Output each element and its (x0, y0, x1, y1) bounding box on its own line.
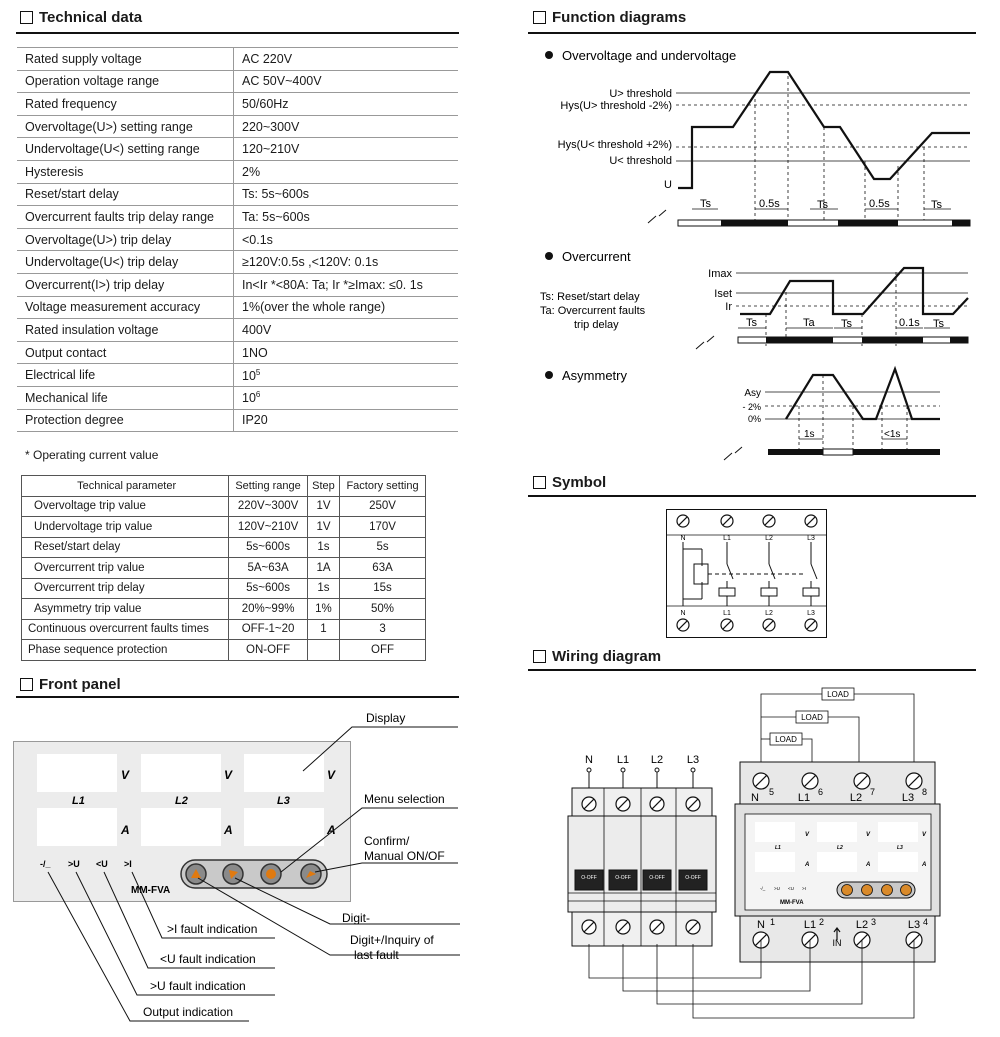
supply-node (655, 768, 659, 772)
breaker-handle-label: O-OFF (685, 875, 701, 881)
param-cell: ON-OFF (229, 640, 308, 661)
svg-text:V: V (922, 832, 927, 838)
tech-row (17, 93, 458, 116)
param-cell: Asymmetry trip value (22, 599, 229, 620)
tech-value-exponent: 6 (255, 390, 261, 400)
tech-value-text: AC 220V (242, 51, 293, 66)
svg-text:LOAD: LOAD (827, 690, 849, 699)
param-cell: Overcurrent trip delay (22, 578, 229, 599)
tech-value (234, 183, 459, 206)
breaker-handle-label: O-OFF (581, 875, 597, 881)
tech-value (234, 251, 459, 274)
symbol-terminal-label: L2 (765, 610, 773, 617)
param-cell: Undervoltage trip value (22, 517, 229, 538)
ovuv-ts: Ts (817, 199, 828, 211)
front-panel-drawing (0, 700, 470, 1037)
tech-value (234, 341, 459, 364)
legend-ta: Ta: Overcurrent faults (540, 305, 646, 317)
menu-button[interactable] (261, 864, 281, 884)
checkbox-icon (20, 11, 33, 24)
param-cell: 170V (340, 517, 426, 538)
svg-text:A: A (922, 862, 927, 868)
unit-v: V (121, 768, 130, 782)
tech-value (234, 273, 459, 296)
oc-ta: Ta (803, 317, 815, 329)
divider (528, 669, 976, 671)
callout-digit-plus: Digit+/Inquiry of (350, 933, 434, 947)
unit-a: A (224, 823, 233, 837)
bullet-icon (545, 371, 553, 379)
param-cell: Overcurrent trip value (22, 558, 229, 579)
tech-value (234, 160, 459, 183)
svg-text:>I: >I (802, 886, 806, 891)
param-cell: 250V (340, 496, 426, 517)
display-v-l3 (244, 754, 324, 792)
label-u-over: U> threshold (609, 88, 672, 100)
param-cell: 3 (340, 619, 426, 640)
param-cell: 5s (340, 537, 426, 558)
param-cell: 1 (307, 619, 339, 640)
technical-data-table (17, 47, 458, 432)
phase-label: L2 (175, 795, 188, 807)
svg-text:>U: >U (774, 886, 780, 891)
tech-row (17, 115, 458, 138)
callout-u-over-fault: >U fault indication (150, 979, 246, 993)
display-a-l2 (141, 808, 221, 846)
supply-label: L1 (616, 754, 630, 766)
meter-terminal-number: 7 (870, 787, 876, 797)
technical-data-heading: Technical data (20, 9, 142, 26)
param-header: Technical parameter (22, 476, 229, 497)
tech-row (17, 183, 458, 206)
oc-thresholds (736, 273, 968, 306)
meter-terminal-number: 6 (818, 787, 824, 797)
tech-param: Rated frequency (17, 93, 234, 116)
param-row (22, 537, 426, 558)
phase-label: L1 (72, 795, 85, 807)
oc-ts: Ts (746, 317, 757, 329)
meter-terminal-name: L2 (849, 792, 863, 804)
symbol-terminal-label: N (680, 535, 686, 542)
tech-row (17, 273, 458, 296)
param-cell: 5A~63A (229, 558, 308, 579)
checkbox-icon (533, 476, 546, 489)
param-header: Factory setting (340, 476, 426, 497)
param-cell: 120V~210V (229, 517, 308, 538)
oc-ts: Ts (841, 318, 852, 330)
param-cell: OFF (340, 640, 426, 661)
label-asy: Asy (744, 388, 761, 399)
tech-value-text: Ta: 5s~600s (242, 209, 310, 224)
oc-markers (766, 272, 896, 346)
svg-text:LOAD: LOAD (801, 713, 823, 722)
meter-terminal-number: 3 (871, 917, 877, 927)
tech-row (17, 341, 458, 364)
asy-waveform (786, 369, 940, 419)
tech-value-text: <0.1s (242, 232, 273, 247)
svg-text:L3: L3 (897, 845, 903, 851)
tech-value-text: 400V (242, 322, 272, 337)
display-a-l3 (244, 808, 324, 846)
meter-terminal-name: L2 (855, 919, 869, 931)
tech-row (17, 206, 458, 229)
symbol-terminal-label: L1 (723, 610, 731, 617)
oc-ts: Ts (933, 318, 944, 330)
meter-terminal-name: N (751, 792, 759, 804)
label-iset: Iset (714, 288, 732, 300)
tech-value (234, 70, 459, 93)
param-cell: 220V~300V (229, 496, 308, 517)
bullet-icon (545, 252, 553, 260)
param-cell: 1s (307, 578, 339, 599)
param-header: Setting range (229, 476, 308, 497)
param-cell: 5s~600s (229, 537, 308, 558)
param-header: Step (307, 476, 339, 497)
callout-display: Display (366, 711, 406, 725)
symbol-heading: Symbol (533, 474, 606, 491)
tech-param: Overvoltage(U>) trip delay (17, 228, 234, 251)
tech-row (17, 364, 458, 387)
label-u-under: U< threshold (609, 155, 672, 167)
tech-value-text: IP20 (242, 413, 268, 428)
svg-text:L1: L1 (775, 845, 781, 851)
tech-value (234, 115, 459, 138)
meter-terminal-name: L3 (907, 919, 921, 931)
i-over-indicator: >I (124, 859, 132, 869)
digit-minus-button[interactable] (223, 864, 243, 884)
tech-param: Overcurrent faults trip delay range (17, 206, 234, 229)
tech-value (234, 48, 459, 71)
oc-relay-bar (696, 336, 968, 349)
footnote: * Operating current value (25, 448, 159, 462)
divider (528, 32, 976, 34)
tech-row (17, 160, 458, 183)
asy-lt1s: <1s (884, 429, 901, 440)
divider (16, 32, 459, 34)
tech-param: Operation voltage range (17, 70, 234, 93)
ovuv-ts: Ts (931, 199, 942, 211)
tech-param: Voltage measurement accuracy (17, 296, 234, 319)
tech-value-text: 1%(over the whole range) (242, 300, 386, 315)
callout-menu: Menu selection (364, 792, 445, 806)
parameter-table (21, 475, 426, 661)
tech-value (234, 228, 459, 251)
asymmetry-title: Asymmetry (562, 368, 627, 383)
meter-terminal-name: L1 (803, 919, 817, 931)
tech-param: Hysteresis (17, 160, 234, 183)
label-zero: 0% (747, 414, 761, 424)
legend-ta2: trip delay (574, 319, 619, 331)
tech-value (234, 319, 459, 342)
tech-row (17, 296, 458, 319)
tech-param: Protection degree (17, 409, 234, 432)
in-label: IN (832, 938, 842, 948)
callout-i-fault: >I fault indication (167, 922, 258, 936)
label-imax: Imax (708, 268, 732, 280)
param-row (22, 578, 426, 599)
ovuv-05s: 0.5s (759, 198, 780, 210)
tech-value-text: 10 (242, 368, 256, 383)
tech-row (17, 48, 458, 71)
supply-label: L3 (686, 754, 700, 766)
ovuv-title: Overvoltage and undervoltage (562, 48, 737, 63)
svg-text:A: A (805, 862, 810, 868)
svg-text:V: V (866, 832, 871, 838)
symbol-terminal-label: L3 (807, 610, 815, 617)
param-row (22, 599, 426, 620)
unit-v: V (224, 768, 233, 782)
symbol-terminal-label: L3 (807, 535, 815, 542)
tech-param: Output contact (17, 341, 234, 364)
symbol-diagram (666, 509, 828, 639)
meter-terminal-number: 2 (819, 917, 825, 927)
front-panel-heading: Front panel (20, 676, 121, 693)
load-boxes (770, 688, 854, 745)
tech-row (17, 319, 458, 342)
meter-terminal-number: 8 (922, 787, 928, 797)
tech-value-text: 120~210V (242, 142, 300, 157)
legend-ts: Ts: Reset/start delay (540, 291, 640, 303)
tech-row (17, 409, 458, 432)
svg-text:<U: <U (788, 886, 794, 891)
callout-u-under-fault: <U fault indication (160, 952, 256, 966)
tech-value-text: Ts: 5s~600s (242, 187, 310, 202)
tech-param: Overcurrent(I>) trip delay (17, 273, 234, 296)
tech-value-text: 10 (242, 391, 256, 406)
meter-terminal-name: L1 (797, 792, 811, 804)
param-cell (307, 640, 339, 661)
supply-label: L2 (650, 754, 664, 766)
tech-param: Rated insulation voltage (17, 319, 234, 342)
label-hys-over: Hys(U> threshold -2%) (560, 100, 672, 112)
oc-waveform (740, 268, 968, 314)
wiring-diagram-heading: Wiring diagram (533, 648, 661, 665)
tech-param: Rated supply voltage (17, 48, 234, 71)
tech-value (234, 409, 459, 432)
function-diagrams-heading: Function diagrams (533, 9, 686, 26)
tech-param: Overvoltage(U>) setting range (17, 115, 234, 138)
checkbox-icon (20, 678, 33, 691)
callout-digit-minus: Digit- (342, 911, 371, 925)
label-hys-under: Hys(U< threshold +2%) (557, 139, 672, 151)
tech-value (234, 296, 459, 319)
param-cell: 1V (307, 496, 339, 517)
u-over-indicator: >U (68, 859, 80, 869)
callout-confirm: Confirm/ (364, 834, 410, 848)
param-cell: 1s (307, 537, 339, 558)
checkbox-icon (533, 11, 546, 24)
tech-param: Undervoltage(U<) trip delay (17, 251, 234, 274)
svg-text:L2: L2 (837, 845, 843, 851)
model-label: MM-FVA (131, 885, 171, 896)
tech-value-text: In<Ir *<80A: Ta; Ir *≥Imax: ≤0. 1s (242, 277, 423, 292)
supply-label: N (585, 754, 593, 766)
meter-terminal-number: 4 (923, 917, 929, 927)
tech-param: Mechanical life (17, 386, 234, 409)
param-cell: 50% (340, 599, 426, 620)
param-cell: 1% (307, 599, 339, 620)
asy-relay-bar (724, 447, 940, 460)
unit-v: V (327, 768, 336, 782)
asy-markers (799, 375, 907, 454)
supply-node (621, 768, 625, 772)
ovuv-05s: 0.5s (869, 198, 890, 210)
label-u: U (664, 179, 672, 191)
param-cell: 15s (340, 578, 426, 599)
param-cell: Continuous overcurrent faults times (22, 619, 229, 640)
meter-terminal-name: N (757, 919, 765, 931)
tech-value (234, 386, 459, 409)
param-cell: OFF-1~20 (229, 619, 308, 640)
param-cell: Reset/start delay (22, 537, 229, 558)
param-cell: Overvoltage trip value (22, 496, 229, 517)
breaker-handle-label: O-OFF (615, 875, 631, 881)
callout-manual: Manual ON/OF (364, 849, 445, 863)
divider (16, 696, 459, 698)
oc-01s: 0.1s (899, 317, 920, 329)
phase-label: L3 (277, 795, 290, 807)
param-row (22, 640, 426, 661)
symbol-terminal-label: L2 (765, 535, 773, 542)
overcurrent-title: Overcurrent (562, 249, 631, 264)
tech-value-text: 1NO (242, 345, 268, 360)
function-diagrams (528, 36, 978, 466)
supply-node (691, 768, 695, 772)
u-under-indicator: <U (96, 859, 108, 869)
breaker-handle-label: O-OFF (649, 875, 665, 881)
bullet-icon (545, 51, 553, 59)
display-a-l1 (37, 808, 117, 846)
param-cell: 20%~99% (229, 599, 308, 620)
meter-terminal-name: L3 (901, 792, 915, 804)
asy-1s: 1s (804, 429, 815, 440)
svg-text:V: V (805, 832, 810, 838)
param-cell: 5s~600s (229, 578, 308, 599)
param-cell: 1A (307, 558, 339, 579)
tech-value (234, 138, 459, 161)
wiring-diagram (560, 680, 980, 1030)
tech-param: Reset/start delay (17, 183, 234, 206)
tech-param: Undervoltage(U<) setting range (17, 138, 234, 161)
tech-param: Electrical life (17, 364, 234, 387)
tech-value (234, 206, 459, 229)
symbol-terminal-label: L1 (723, 535, 731, 542)
unit-a: A (121, 823, 130, 837)
tech-value-text: AC 50V~400V (242, 74, 322, 89)
ovuv-ts: Ts (700, 198, 711, 210)
supply-node (587, 768, 591, 772)
tech-value (234, 364, 459, 387)
param-header-row (22, 476, 426, 497)
tech-row (17, 386, 458, 409)
ovuv-markers (755, 76, 924, 222)
output-indicator: -/_ (40, 859, 51, 869)
tech-value-exponent: 5 (255, 367, 261, 377)
tech-row (17, 251, 458, 274)
param-row (22, 558, 426, 579)
meter-terminal-number: 5 (769, 787, 775, 797)
tech-value-text: 2% (242, 164, 261, 179)
svg-text:MM-FVA: MM-FVA (780, 900, 804, 906)
symbol-terminal-label: N (680, 610, 686, 617)
svg-text:A: A (866, 862, 871, 868)
tech-value-text: 220~300V (242, 119, 300, 134)
display-v-l1 (37, 754, 117, 792)
label-minus2: - 2% (742, 402, 761, 412)
param-cell: 1V (307, 517, 339, 538)
display-v-l2 (141, 754, 221, 792)
unit-a: A (327, 823, 336, 837)
svg-text:LOAD: LOAD (775, 735, 797, 744)
label-ir: Ir (725, 301, 732, 313)
tech-value (234, 93, 459, 116)
svg-text:-/_: -/_ (760, 886, 766, 891)
meter-terminal-number: 1 (770, 917, 776, 927)
tech-row (17, 228, 458, 251)
tech-value-text: 50/60Hz (242, 96, 289, 111)
callout-output: Output indication (143, 1005, 234, 1019)
ovuv-relay-bar (648, 210, 970, 226)
checkbox-icon (533, 650, 546, 663)
tech-value-text: ≥120V:0.5s ,<120V: 0.1s (242, 255, 379, 270)
param-row (22, 619, 426, 640)
callout-last-fault: last fault (354, 948, 399, 962)
param-cell: 63A (340, 558, 426, 579)
param-row (22, 496, 426, 517)
divider (528, 495, 976, 497)
confirm-button[interactable] (301, 864, 321, 884)
tech-row (17, 138, 458, 161)
tech-row (17, 70, 458, 93)
param-row (22, 517, 426, 538)
param-cell: Phase sequence protection (22, 640, 229, 661)
